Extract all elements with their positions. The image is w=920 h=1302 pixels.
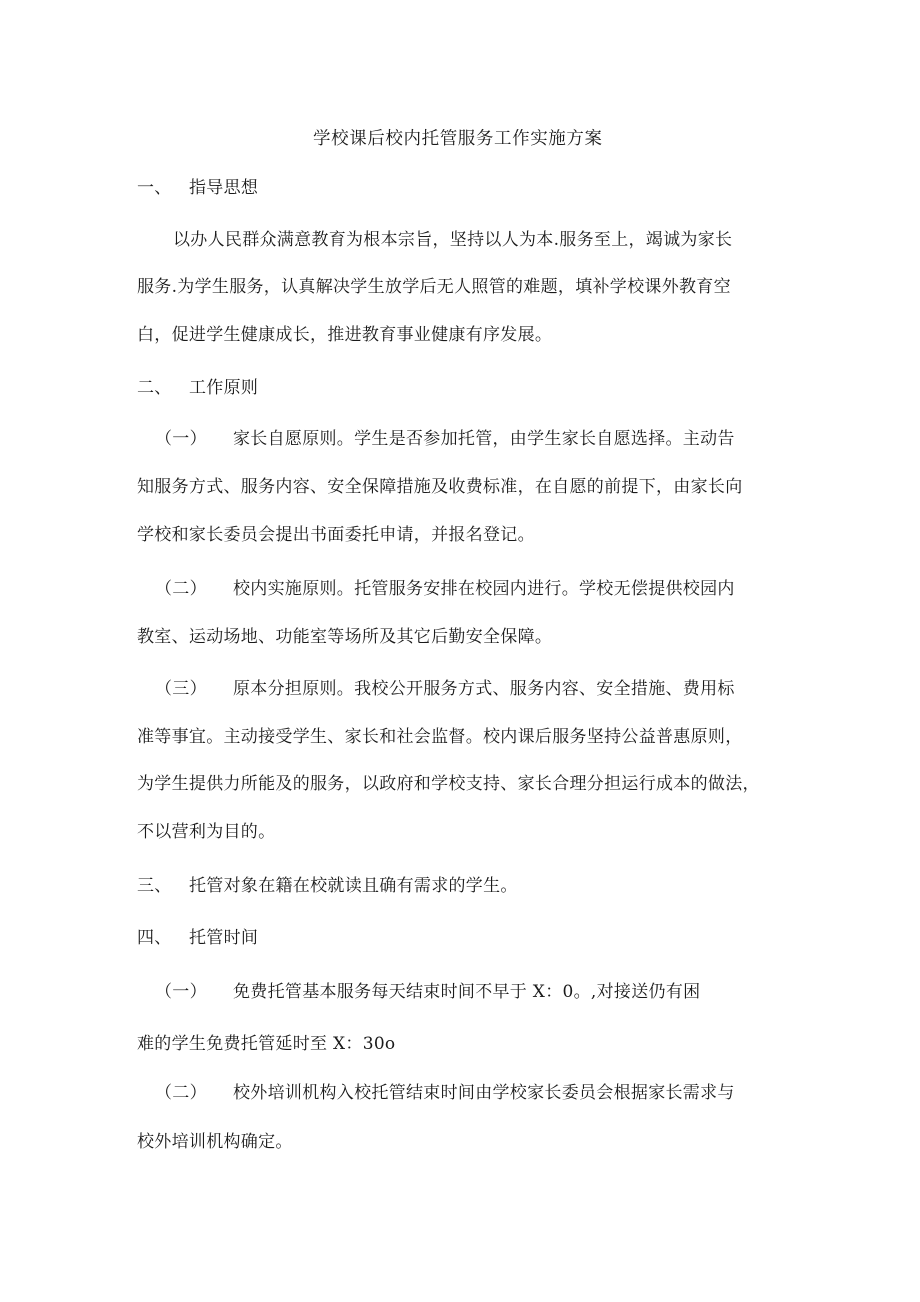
section-2-item-3-line: 原本分担原则。我校公开服务方式、服务内容、安全措施、费用标 <box>233 679 735 699</box>
section-2-item-1-line: 学校和家长委员会提出书面委托申请，并报名登记。 <box>137 525 535 545</box>
section-2-item-3-line: 不以营利为目的。 <box>137 822 276 842</box>
section-2-item-1-line: 家长自愿原则。学生是否参加托管，由学生家长自愿选择。主动告 <box>233 429 735 449</box>
section-3-number: 三、 <box>137 876 172 896</box>
section-4-item-2-line: 校外培训机构确定。 <box>137 1132 293 1152</box>
section-2-item-2-number: （二） <box>155 579 207 599</box>
section-2-number: 二、 <box>137 378 172 398</box>
section-3-heading: 托管对象在籍在校就读且确有需求的学生。 <box>189 876 518 896</box>
section-2-item-1-line: 知服务方式、服务内容、安全保障措施及收费标准，在自愿的前提下，由家长向 <box>137 477 743 497</box>
section-4-item-2-line: 校外培训机构入校托管结束时间由学校家长委员会根据家长需求与 <box>233 1083 735 1103</box>
section-2-item-3-line: 为学生提供力所能及的服务，以政府和学校支持、家长合理分担运行成本的做法， <box>137 774 760 794</box>
section-2-item-2-line: 校内实施原则。托管服务安排在校园内进行。学校无偿提供校园内 <box>233 579 735 599</box>
section-1-paragraph-line: 白，促进学生健康成长，推进教育事业健康有序发展。 <box>137 325 553 345</box>
section-1-heading: 指导思想 <box>189 178 259 198</box>
section-4-item-1-line: 免费托管基本服务每天结束时间不早于 X：0。,对接送仍有困 <box>233 982 701 1002</box>
section-2-heading: 工作原则 <box>189 378 259 398</box>
section-4-item-2-number: （二） <box>155 1083 207 1103</box>
section-4-item-1-line: 难的学生免费托管延时至 X：30o <box>137 1034 396 1054</box>
section-1-paragraph-line: 以办人民群众满意教育为根本宗旨，坚持以人为本.服务至上，竭诚为家长 <box>173 230 733 250</box>
section-2-item-3-number: （三） <box>155 679 207 699</box>
section-1-number: 一、 <box>137 178 172 198</box>
section-4-item-1-number: （一） <box>155 982 207 1002</box>
section-2-item-2-line: 教室、运动场地、功能室等场所及其它后勤安全保障。 <box>137 627 553 647</box>
section-4-number: 四、 <box>137 928 172 948</box>
section-4-heading: 托管时间 <box>189 928 259 948</box>
section-2-item-3-line: 准等事宜。主动接受学生、家长和社会监督。校内课后服务坚持公益普惠原则， <box>137 727 743 747</box>
document-title: 学校课后校内托管服务工作实施方案 <box>313 129 603 149</box>
section-2-item-1-number: （一） <box>155 429 207 449</box>
section-1-paragraph-line: 服务.为学生服务，认真解决学生放学后无人照管的难题，填补学校课外教育空 <box>137 277 731 297</box>
